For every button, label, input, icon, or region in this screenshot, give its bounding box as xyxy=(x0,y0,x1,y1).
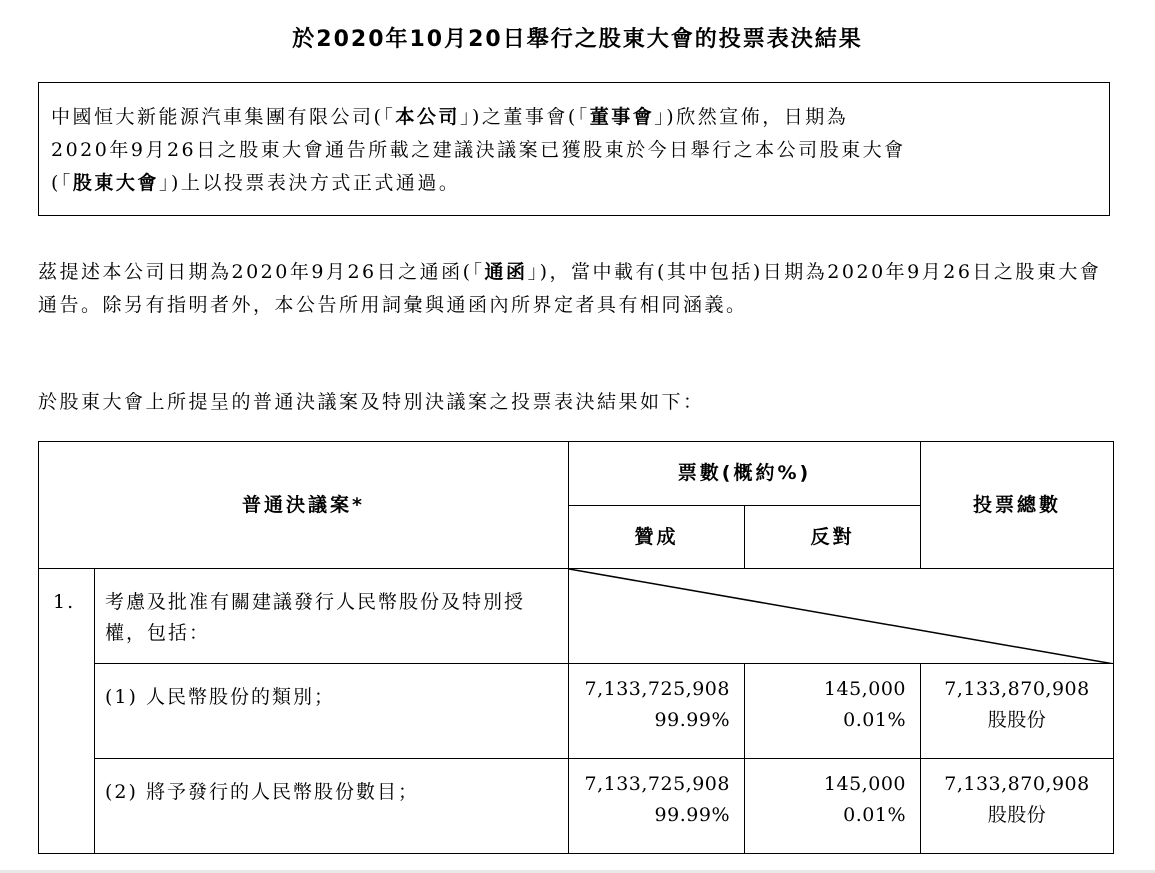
announcement-text: 」)欣然宣佈，日期為 xyxy=(654,106,849,128)
header-votes: 票數(概約%) xyxy=(569,442,921,506)
results-table xyxy=(38,441,1114,854)
diagonal-line xyxy=(569,569,1114,664)
against-percent: 0.01% xyxy=(843,804,906,826)
announcement-text: (「 xyxy=(51,172,73,194)
header-total: 投票總數 xyxy=(921,442,1114,569)
item-description: 考慮及批准有關建議發行人民幣股份及特別授權，包括： xyxy=(95,569,569,664)
for-cell xyxy=(569,759,745,854)
intro-paragraph: 於股東大會上所提呈的普通決議案及特別決議案之投票表決結果如下： xyxy=(38,391,705,413)
header-against: 反對 xyxy=(745,506,921,569)
circular-short-name: 通函 xyxy=(484,261,528,283)
for-votes: 7,133,725,908 xyxy=(584,678,730,700)
for-cell xyxy=(569,664,745,759)
total-unit: 股股份 xyxy=(987,804,1047,826)
for-votes: 7,133,725,908 xyxy=(584,773,730,795)
header-resolution: 普通決議案* xyxy=(39,442,569,569)
announcement-text: 2020年9月26日之股東大會通告所載之建議決議案已獲股東於今日舉行之本公司股東大會 xyxy=(51,139,906,161)
header-for: 贊成 xyxy=(569,506,745,569)
board-short-name: 董事會 xyxy=(589,106,655,128)
total-votes: 7,133,870,908 xyxy=(944,678,1090,700)
against-percent: 0.01% xyxy=(843,709,906,731)
table-row xyxy=(39,759,1114,854)
against-votes: 145,000 xyxy=(823,678,906,700)
announcement-text: 中國恒大新能源汽車集團有限公司(「 xyxy=(51,106,396,128)
agm-short-name: 股東大會 xyxy=(72,172,159,194)
company-short-name: 本公司 xyxy=(395,106,460,128)
announcement-box xyxy=(38,82,1110,216)
total-cell xyxy=(921,664,1114,759)
against-cell xyxy=(745,664,921,759)
reference-text: 茲提述本公司日期為2020年9月26日之通函(「 xyxy=(38,261,485,283)
reference-paragraph xyxy=(38,256,1118,322)
announcement-text: 」)之董事會(「 xyxy=(459,106,590,128)
total-cell xyxy=(921,759,1114,854)
against-votes: 145,000 xyxy=(823,773,906,795)
total-votes: 7,133,870,908 xyxy=(944,773,1090,795)
diagonal-cell xyxy=(569,569,1114,664)
table-row xyxy=(39,664,1114,759)
page-title: 於2020年10月20日舉行之股東大會的投票表決結果 xyxy=(292,27,863,52)
announcement-text: 」)上以投票表決方式正式通過。 xyxy=(158,172,461,194)
for-percent: 99.99% xyxy=(654,709,730,731)
item-number: 1. xyxy=(39,569,95,854)
reference-text: 」)，當中載有(其中包括)日期為2020年9月26日之股東大會通告。除另有指明者外，本公告所用詞彙與通函內所界定者具有相同涵義。 xyxy=(38,261,1102,316)
for-percent: 99.99% xyxy=(654,804,730,826)
row-label: (1) 人民幣股份的類別； xyxy=(95,664,569,759)
row-label: (2) 將予發行的人民幣股份數目； xyxy=(95,759,569,854)
against-cell xyxy=(745,759,921,854)
total-unit: 股股份 xyxy=(987,709,1047,731)
